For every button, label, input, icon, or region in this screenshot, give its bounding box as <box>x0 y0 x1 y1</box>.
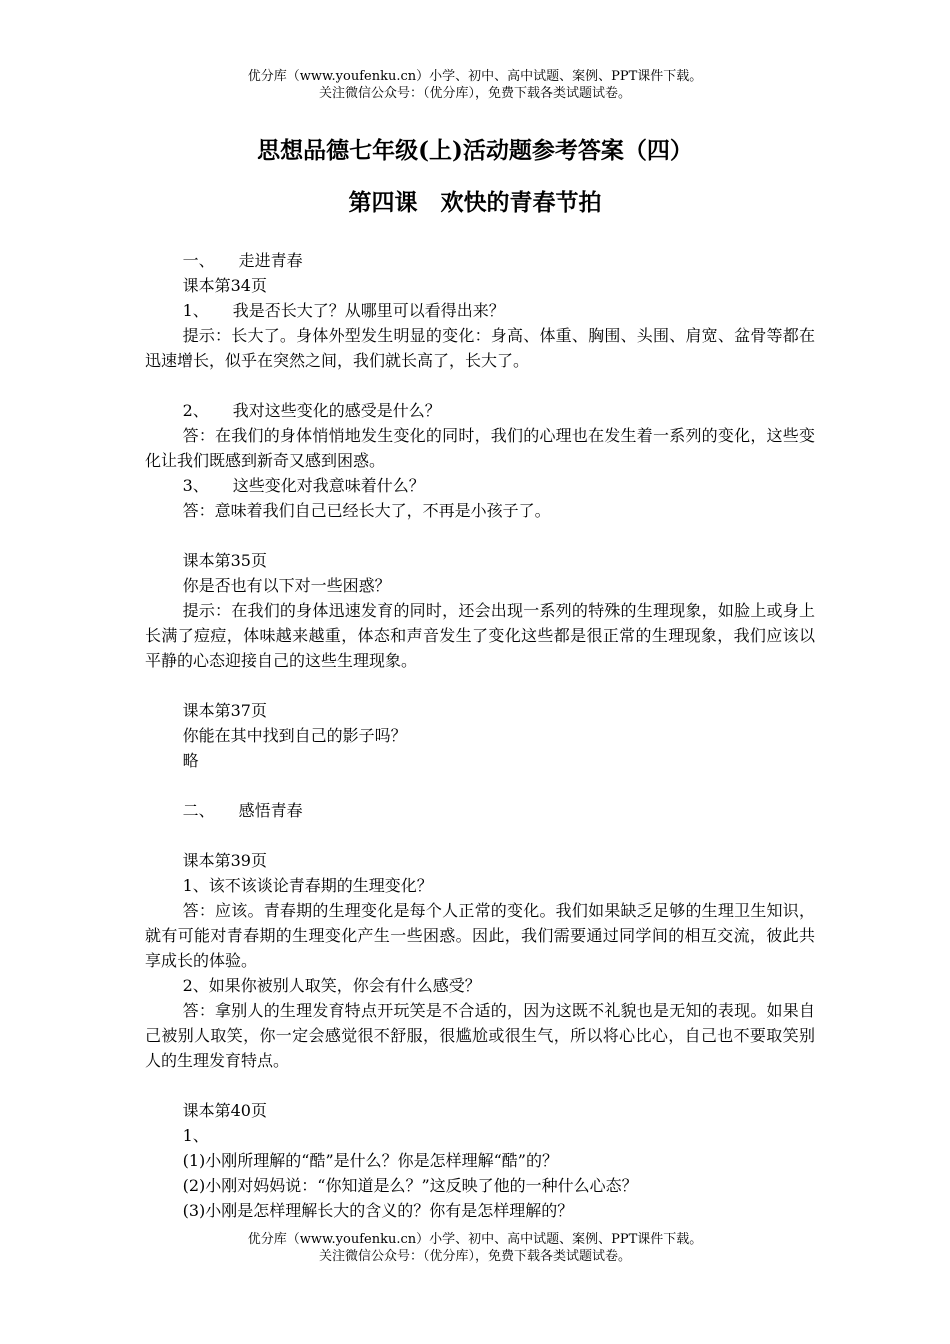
document-title: 思想品德七年级(上)活动题参考答案（四） <box>257 137 693 164</box>
sub-question: (3)小刚是怎样理解长大的含义的？你有是怎样理解的？ <box>182 1201 574 1220</box>
question: 2、如果你被别人取笑，你会有什么感受？ <box>182 976 481 995</box>
footer-line-1: 优分库（www.youfenku.cn）小学、初中、高中试题、案例、PPT课件下载。 <box>247 1232 703 1247</box>
question: 你是否也有以下对一些困惑？ <box>182 576 391 595</box>
blank-line <box>145 1073 815 1098</box>
answer: 提示：长大了。身体外型发生明显的变化：身高、体重、胸围、头围、肩宽、盆骨等都在迅速增长，似乎在突然之间，我们就长高了，长大了。 <box>145 326 815 370</box>
blank-line <box>145 773 815 798</box>
answer: 答：在我们的身体悄悄地发生变化的同时，我们的心理也在发生着一系列的变化，这些变化让我们既感到新奇又感到困惑。 <box>145 426 815 470</box>
footer-line-2: 关注微信公众号：（优分库），免费下载各类试题试卷。 <box>318 1249 631 1264</box>
page-footer <box>0 1231 950 1265</box>
page-reference: 课本第40页 <box>182 1101 267 1120</box>
page-reference: 课本第35页 <box>182 551 267 570</box>
question-number: 1、 <box>182 1126 209 1145</box>
blank-line <box>145 373 815 398</box>
sub-question: (1)小刚所理解的“酷”是什么？你是怎样理解“酷”的？ <box>182 1151 558 1170</box>
answer: 答：拿别人的生理发育特点开玩笑是不合适的，因为这既不礼貌也是无知的表现。如果自己被别人取笑，你一定会感觉很不舒服，很尴尬或很生气，所以将心比心，自己也不要取笑别人的生理发育特点。 <box>145 1001 815 1070</box>
question: 1、 我是否长大了？从哪里可以看得出来？ <box>182 301 505 320</box>
answer: 答：意味着我们自己已经长大了，不再是小孩子了。 <box>182 501 551 520</box>
question: 2、 我对这些变化的感受是什么？ <box>182 401 441 420</box>
sub-question: (2)小刚对妈妈说：“你知道是么？”这反映了他的一种什么心态？ <box>182 1176 638 1195</box>
question: 你能在其中找到自己的影子吗？ <box>182 726 407 745</box>
blank-line <box>145 523 815 548</box>
page-reference: 课本第39页 <box>182 851 267 870</box>
page-header <box>0 68 950 102</box>
blank-line <box>145 673 815 698</box>
blank-line <box>145 823 815 848</box>
lesson-title: 第四课 欢快的青春节拍 <box>348 189 602 216</box>
section-heading: 二、 感悟青春 <box>182 801 303 820</box>
answer: 略 <box>182 751 199 770</box>
section-heading: 一、 走进青春 <box>182 251 303 270</box>
page-reference: 课本第37页 <box>182 701 267 720</box>
answer: 答：应该。青春期的生理变化是每个人正常的变化。我们如果缺乏足够的生理卫生知识，就有可能对青春期的生理变化产生一些困惑。因此，我们需要通过同学间的相互交流，彼此共享成长的体验。 <box>145 901 815 970</box>
header-line-2: 关注微信公众号：（优分库），免费下载各类试题试卷。 <box>318 86 631 101</box>
question: 3、 这些变化对我意味着什么？ <box>182 476 425 495</box>
document-body <box>145 248 815 1223</box>
header-line-1: 优分库（www.youfenku.cn）小学、初中、高中试题、案例、PPT课件下载。 <box>247 69 703 84</box>
page-reference: 课本第34页 <box>182 276 267 295</box>
answer: 提示：在我们的身体迅速发育的同时，还会出现一系列的特殊的生理现象，如脸上或身上长满了痘痘，体味越来越重，体态和声音发生了变化这些都是很正常的生理现象，我们应该以平静的心态迎接自己的这些生理现象。 <box>145 601 815 670</box>
question: 1、该不该谈论青春期的生理变化？ <box>182 876 433 895</box>
